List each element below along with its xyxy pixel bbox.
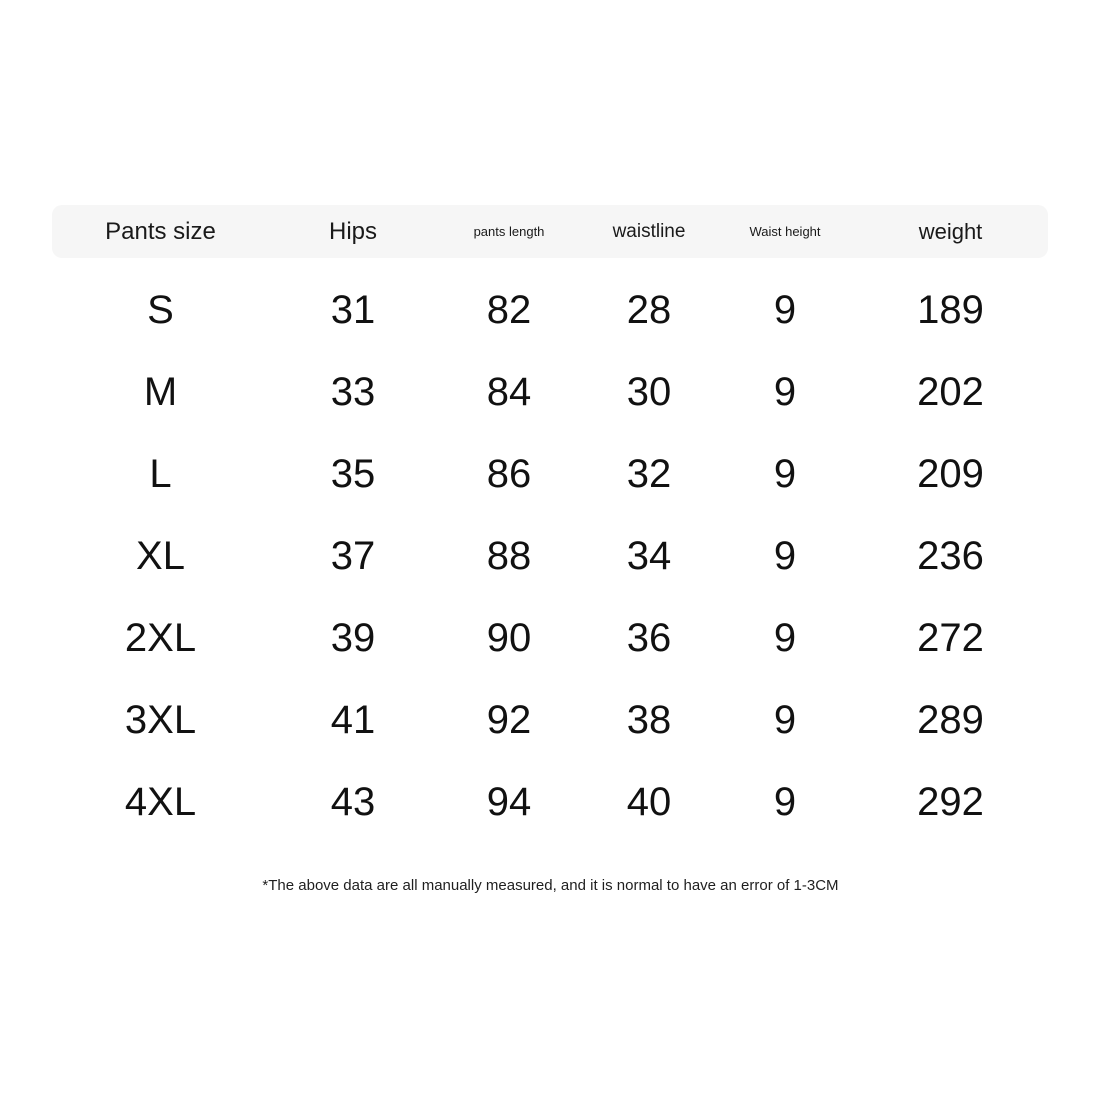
table-row [52, 597, 1048, 679]
table-cell: 41 [330, 697, 376, 742]
table-cell: 9 [773, 369, 797, 414]
col-header-waist-height: Waist height [749, 224, 821, 239]
table-cell: 9 [773, 697, 797, 742]
table-cell: 189 [917, 287, 984, 332]
row-label: M [143, 369, 178, 414]
table-cell: 43 [330, 779, 376, 824]
col-header-pants-length: pants length [473, 224, 545, 239]
table-cell: 9 [773, 533, 797, 578]
table-cell: 292 [917, 779, 984, 824]
table-row [52, 515, 1048, 597]
table-cell: 90 [486, 615, 532, 660]
table-cell: 272 [917, 615, 984, 660]
table-cell: 35 [330, 451, 376, 496]
table-cell: 28 [626, 287, 672, 332]
table-cell: 202 [917, 369, 984, 414]
table-cell: 40 [626, 779, 672, 824]
table-cell: 84 [486, 369, 532, 414]
table-row [52, 269, 1048, 351]
table-cell: 9 [773, 615, 797, 660]
table-cell: 37 [330, 533, 376, 578]
row-label: 2XL [124, 615, 197, 660]
col-header-pants-size: Pants size [105, 217, 216, 245]
table-row [52, 351, 1048, 433]
table-cell: 82 [486, 287, 532, 332]
table-body [52, 269, 1048, 843]
table-cell: 209 [917, 451, 984, 496]
row-label: XL [136, 533, 185, 578]
table-cell: 39 [330, 615, 376, 660]
table-cell: 92 [486, 697, 532, 742]
table-row [52, 679, 1048, 761]
table-cell: 94 [486, 779, 532, 824]
row-label: 3XL [124, 697, 197, 742]
table-cell: 31 [330, 287, 376, 332]
table-cell: 9 [773, 779, 797, 824]
table-cell: 33 [330, 369, 376, 414]
measurement-disclaimer: *The above data are all manually measured, and it is normal to have an error of 1-3CM [262, 877, 839, 894]
col-header-hips: Hips [328, 217, 377, 245]
col-header-waistline: waistline [612, 220, 686, 242]
row-label: 4XL [124, 779, 197, 824]
table-cell: 289 [917, 697, 984, 742]
table-cell: 88 [486, 533, 532, 578]
table-row [52, 433, 1048, 515]
table-header-row [52, 205, 1048, 258]
table-cell: 9 [773, 287, 797, 332]
table-cell: 34 [626, 533, 672, 578]
row-label: S [147, 287, 174, 332]
table-cell: 236 [917, 533, 984, 578]
size-chart [52, 205, 1048, 843]
table-cell: 32 [626, 451, 672, 496]
row-label: L [149, 451, 172, 496]
table-cell: 86 [486, 451, 532, 496]
col-header-weight: weight [918, 218, 983, 244]
table-cell: 30 [626, 369, 672, 414]
table-cell: 9 [773, 451, 797, 496]
table-cell: 36 [626, 615, 672, 660]
table-cell: 38 [626, 697, 672, 742]
table-row [52, 761, 1048, 843]
